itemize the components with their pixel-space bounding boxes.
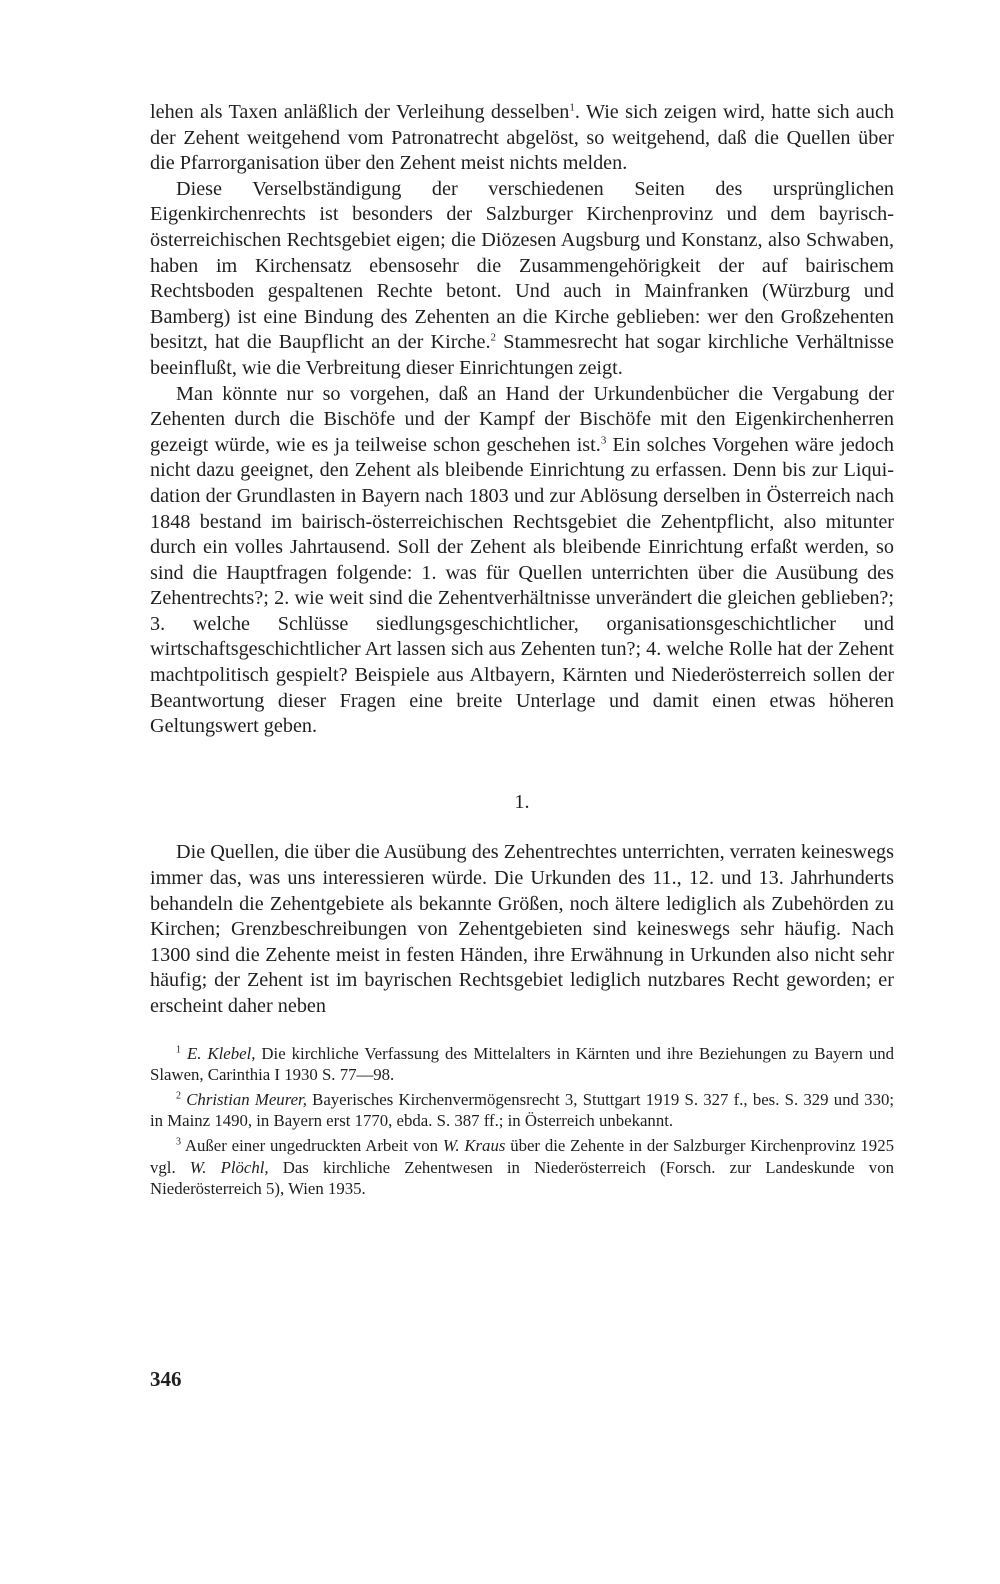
paragraph-text: Diese Verselbständigung der verschiedenen Seiten des ursprünglichen Eigenkirchenrechts ist besonders der Salzburger Kirchenprovinz und dem bayrisch-österreichischen Rechtsgebiet eigen; die Diözesen Augsburg und Konstanz, also Schwaben, haben im Kirchensatz ebensosehr die Zusammengehörigkeit der auf bairischem Rechtsboden gespaltenen Rechte betont. Und auch in Mainfranken (Würzburg und Bamberg) ist eine Bindung des Zehenten an die Kirche geblieben: wer den Großzehenten besitzt, hat die Baupflicht an der Kirche.: [150, 177, 894, 354]
footnote-ref: 3: [600, 433, 607, 446]
footnote-author: W. Plöchl,: [189, 1157, 269, 1177]
paragraph: [150, 382, 894, 740]
page-number: 346: [150, 1367, 182, 1391]
footnote-mark: 1: [176, 1044, 181, 1055]
paragraph-text: lehen als Taxen anläßlich der Verleihung desselben: [150, 101, 570, 123]
footnotes: [150, 1043, 894, 1200]
paragraph: Die Quellen, die über die Ausübung des Zehentrechtes unterrichten, verraten keineswegs immer das, was uns interessieren würde. Die Urkunden des 11., 12. und 13. Jahrhunderts behandeln die Zehentgebiete als bekannte Größen, noch ältere lediglich als Zubehörden zu Kirchen; Grenzbeschreibungen von Zehentgebieten sind keineswegs sehr häufig. Nach 1300 sind die Zehente meist in festen Händen, ihre Erwähnung in Urkunden also nicht sehr häufig; der Zehent ist im bayrischen Rechtsgebiet lediglich nutzbares Recht geworden; er erscheint daher neben: [150, 841, 894, 1017]
footnote-author: E. Klebel,: [187, 1043, 256, 1063]
footnote: [150, 1135, 894, 1200]
footnote-text: Bayerisches Kirchenvermögensrecht 3, Stuttgart 1919 S. 327 f., bes. S. 329 und 330; in Mainz 1490, in Bayern erst 1770, ebda. S. 387 ff.; in Österreich unbekannt.: [150, 1089, 895, 1131]
footnote-text: Die kirchliche Verfassung des Mittelalters in Kärnten und ihre Beziehungen zu Bayern und Slawen, Carinthia I 1930 S. 77—98.: [150, 1043, 894, 1085]
footnote-ref: 1: [569, 101, 575, 114]
footnote: [150, 1089, 894, 1132]
footnote-text: über die Zehente in der Salzburger Kirchenprovinz 1925 vgl.: [150, 1135, 894, 1177]
section-number: 1.: [514, 790, 530, 813]
paragraph: [150, 177, 894, 382]
paragraph-continuation: [150, 100, 894, 177]
footnote-mark: 3: [176, 1136, 181, 1148]
paragraph-text: Man könnte nur so vorgehen, daß an Hand der Urkundenbücher die Vergabung der Zehenten durch die Bischöfe und der Kampf der Bischöfe mit den Eigenkirchenherren gezeigt würde, wie es ja teilweise schon geschehen ist.: [150, 382, 894, 456]
footnote-text: Außer einer ungedruckten Arbeit von: [184, 1135, 443, 1155]
footnote-mark: 2: [176, 1090, 181, 1102]
footnote-text: Das kirchliche Zehentwesen in Niederösterreich (Forsch. zur Landeskunde von Niederösterreich 5), Wien 1935.: [150, 1157, 894, 1199]
paragraph-text: Ein solches Vorgehen wäre jedoch nicht dazu geeignet, den Zehent als bleibende Einrichtung zu erfassen. Denn bis zur Liquidation der Grundlasten in Bayern nach 1803 und zur Ablösung derselben in Österreich nach 1848 bestand im bairisch-österreichischen Rechtsgebiet die Zehentpflicht, also mitunter durch ein volles Jahrtausend. Soll der Zehent als bleibende Einrichtung erfaßt werden, so sind die Hauptfragen folgende: 1. was für Quellen unterrichten über die Ausübung des Zehentrechts?; 2. wie weit sind die Zehentverhältnisse unverändert die gleichen geblieben?; 3. welche Schlüsse siedlungsgeschichtlicher, organisationsgeschichtlicher und wirtschaftsgeschichtlicher Art lassen sich aus Zehenten tun?; 4. welche Rolle hat der Zehent machtpolitisch gespielt? Beispiele aus Altbayern, Kärnten und Niederösterreich sollen der Beantwortung dieser Fragen eine breite Unterlage und damit einen etwas höheren Geltungswert geben.: [150, 433, 894, 738]
footnote-author: W. Kraus: [442, 1135, 506, 1155]
footnote-ref: 2: [490, 331, 497, 344]
paragraph-text: Stammesrecht hat sogar kirchliche Verhältnisse beeinflußt, wie die Verbreitung dieser Einrichtungen zeigt.: [150, 331, 894, 379]
paragraph-text: . Wie sich zeigen wird, hatte sich auch der Zehent weitgehend vom Patronatrecht abgelöst, so weitgehend, daß die Quellen über die Pfarrorganisation über den Zehent meist nichts melden.: [150, 101, 894, 175]
footnote: [150, 1043, 894, 1086]
page-body: [150, 100, 894, 1203]
footnote-author: Christian Meurer,: [186, 1089, 307, 1109]
